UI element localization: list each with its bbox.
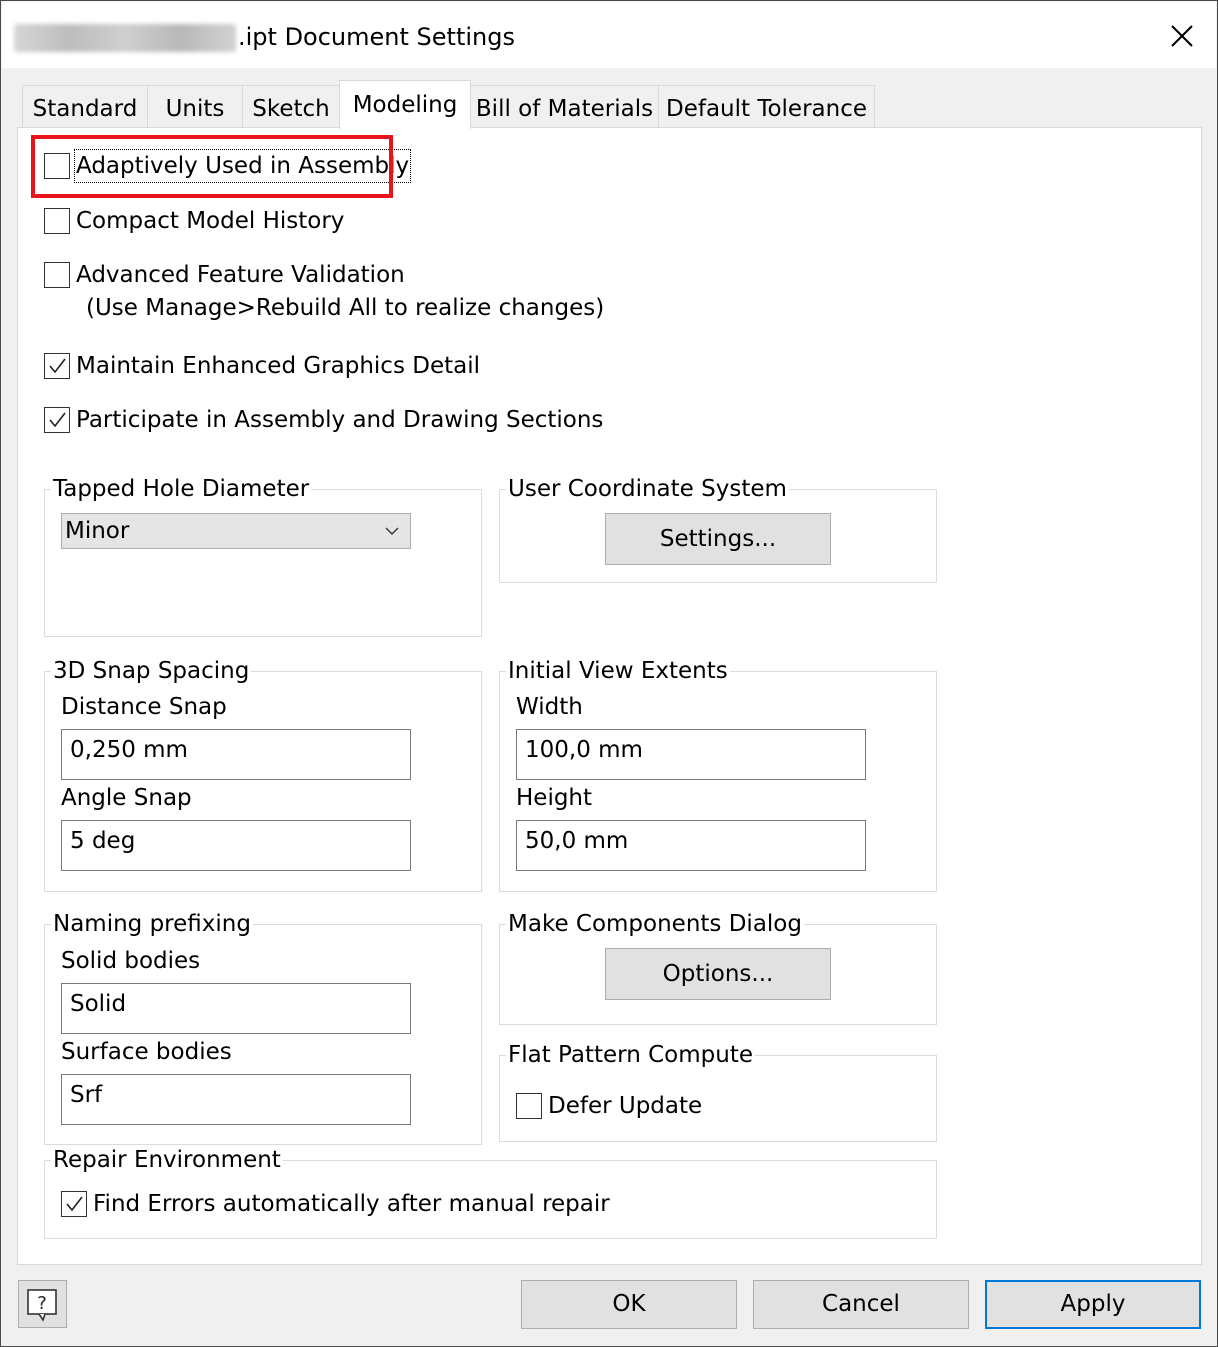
chevron-down-icon xyxy=(384,524,400,538)
compact-history-label[interactable]: Compact Model History xyxy=(76,208,345,234)
ucs-title: User Coordinate System xyxy=(508,476,787,502)
tab-bill-of-materials[interactable]: Bill of Materials xyxy=(470,85,659,128)
tapped-hole-title: Tapped Hole Diameter xyxy=(53,476,310,502)
window-title: .ipt Document Settings xyxy=(238,23,515,51)
defer-update-label[interactable]: Defer Update xyxy=(548,1093,703,1119)
drawing-sections-label[interactable]: Participate in Assembly and Drawing Sections xyxy=(76,407,604,433)
distance-snap-input[interactable]: 0,250 mm xyxy=(61,729,411,780)
tab-default-tolerance[interactable]: Default Tolerance xyxy=(658,85,875,128)
advanced-validation-label[interactable]: Advanced Feature Validation xyxy=(76,262,405,288)
cancel-button[interactable]: Cancel xyxy=(753,1280,969,1329)
tab-modeling[interactable]: Modeling xyxy=(339,80,471,129)
surface-bodies-input[interactable]: Srf xyxy=(61,1074,411,1125)
svg-text:?: ? xyxy=(37,1293,47,1314)
help-icon xyxy=(25,1287,61,1323)
find-errors-label[interactable]: Find Errors automatically after manual repair xyxy=(93,1191,610,1217)
angle-snap-input[interactable]: 5 deg xyxy=(61,820,411,871)
width-label: Width xyxy=(516,694,583,720)
graphics-detail-checkbox[interactable] xyxy=(44,353,70,379)
solid-bodies-input[interactable]: Solid xyxy=(61,983,411,1034)
surface-bodies-label: Surface bodies xyxy=(61,1039,232,1065)
tapped-hole-value: Minor xyxy=(65,518,130,544)
highlight-box xyxy=(31,135,393,198)
check-icon xyxy=(47,410,67,430)
compact-history-checkbox[interactable] xyxy=(44,208,70,234)
apply-button[interactable]: Apply xyxy=(985,1280,1201,1329)
ok-button[interactable]: OK xyxy=(521,1280,737,1329)
tapped-hole-group xyxy=(44,489,482,637)
naming-prefix-title: Naming prefixing xyxy=(53,911,251,937)
angle-snap-label: Angle Snap xyxy=(61,785,192,811)
defer-update-checkbox[interactable] xyxy=(516,1093,542,1119)
graphics-detail-label[interactable]: Maintain Enhanced Graphics Detail xyxy=(76,353,480,379)
width-input[interactable]: 100,0 mm xyxy=(516,729,866,780)
advanced-validation-note: (Use Manage>Rebuild All to realize changes) xyxy=(86,295,605,321)
make-components-title: Make Components Dialog xyxy=(508,911,802,937)
drawing-sections-checkbox[interactable] xyxy=(44,407,70,433)
height-input[interactable]: 50,0 mm xyxy=(516,820,866,871)
make-components-options-button[interactable]: Options... xyxy=(605,948,831,1000)
tab-sketch[interactable]: Sketch xyxy=(242,85,340,128)
check-icon xyxy=(47,356,67,376)
view-extents-title: Initial View Extents xyxy=(508,658,728,684)
tab-standard[interactable]: Standard xyxy=(22,85,148,128)
tab-units[interactable]: Units xyxy=(147,85,243,128)
help-button[interactable] xyxy=(18,1280,67,1328)
height-label: Height xyxy=(516,785,593,811)
snap-spacing-title: 3D Snap Spacing xyxy=(53,658,250,684)
solid-bodies-label: Solid bodies xyxy=(61,948,201,974)
ucs-settings-button[interactable]: Settings... xyxy=(605,513,831,565)
tapped-hole-select[interactable] xyxy=(61,513,411,549)
flat-pattern-title: Flat Pattern Compute xyxy=(508,1042,753,1068)
advanced-validation-checkbox[interactable] xyxy=(44,262,70,288)
distance-snap-label: Distance Snap xyxy=(61,694,227,720)
check-icon xyxy=(64,1194,84,1214)
adaptive-label[interactable]: Adaptively Used in Assembly xyxy=(76,153,410,179)
repair-environment-title: Repair Environment xyxy=(53,1147,281,1173)
find-errors-checkbox[interactable] xyxy=(61,1191,87,1217)
